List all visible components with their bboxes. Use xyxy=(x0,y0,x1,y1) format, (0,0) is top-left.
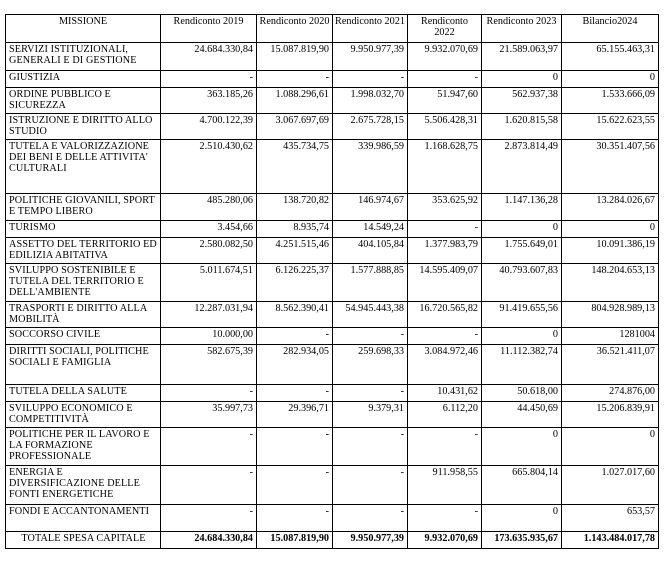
amount-cell: 0 xyxy=(482,428,562,466)
table-row xyxy=(6,140,659,194)
mission-cell: ORDINE PUBBLICO E SICUREZZA xyxy=(6,88,161,114)
amount-cell: - xyxy=(333,505,408,532)
mission-cell: SERVIZI ISTITUZIONALI, GENERALI E DI GESTIONE xyxy=(6,43,161,71)
amount-cell: 0 xyxy=(482,71,562,88)
amount-cell: 0 xyxy=(482,505,562,532)
amount-cell: - xyxy=(408,221,482,238)
amount-cell: 804.928.989,13 xyxy=(562,302,659,328)
amount-cell: - xyxy=(257,466,333,505)
mission-cell: TUTELA E VALORIZZAZIONE DEI BENI E DELLE ATTIVITA' CULTURALI xyxy=(6,140,161,194)
total-amount-cell: 15.087.819,90 xyxy=(257,532,333,549)
amount-cell: 4.700.122,39 xyxy=(161,114,257,140)
amount-cell: 50.618,00 xyxy=(482,385,562,402)
amount-cell: 665.804,14 xyxy=(482,466,562,505)
amount-cell: 35.997,73 xyxy=(161,402,257,428)
amount-cell: - xyxy=(257,428,333,466)
amount-cell: 274.876,00 xyxy=(562,385,659,402)
amount-cell: 8.935,74 xyxy=(257,221,333,238)
mission-cell: SVILUPPO SOSTENIBILE E TUTELA DEL TERRITORIO E DELL'AMBIENTE xyxy=(6,264,161,302)
amount-cell: 10.431,62 xyxy=(408,385,482,402)
amount-cell: - xyxy=(161,428,257,466)
table-row xyxy=(6,302,659,328)
amount-cell: - xyxy=(408,71,482,88)
amount-cell: - xyxy=(408,428,482,466)
amount-cell: 1.027.017,60 xyxy=(562,466,659,505)
table-row xyxy=(6,43,659,71)
amount-cell: - xyxy=(408,328,482,345)
amount-cell: 138.720,82 xyxy=(257,194,333,221)
amount-cell: 1.088.296,61 xyxy=(257,88,333,114)
amount-cell: 10.091.386,19 xyxy=(562,238,659,264)
amount-cell: 51.947,60 xyxy=(408,88,482,114)
amount-cell: 8.562.390,41 xyxy=(257,302,333,328)
amount-cell: 0 xyxy=(562,221,659,238)
mission-cell: TUTELA DELLA SALUTE xyxy=(6,385,161,402)
amount-cell: 9.932.070,69 xyxy=(408,43,482,71)
amount-cell: 6.112,20 xyxy=(408,402,482,428)
amount-cell: 1.998.032,70 xyxy=(333,88,408,114)
table-row xyxy=(6,221,659,238)
amount-cell: 16.720.565,82 xyxy=(408,302,482,328)
amount-cell: 0 xyxy=(562,428,659,466)
amount-cell: 582.675,39 xyxy=(161,345,257,385)
table-row xyxy=(6,114,659,140)
total-amount-cell: 9.950.977,39 xyxy=(333,532,408,549)
amount-cell: 5.011.674,51 xyxy=(161,264,257,302)
amount-cell: - xyxy=(333,466,408,505)
capital-expenditure-table-container xyxy=(5,14,659,549)
amount-cell: 4.251.515,46 xyxy=(257,238,333,264)
amount-cell: 9.379,31 xyxy=(333,402,408,428)
table-row xyxy=(6,328,659,345)
amount-cell: 54.945.443,38 xyxy=(333,302,408,328)
mission-cell: ASSETTO DEL TERRITORIO ED EDILIZIA ABITATIVA xyxy=(6,238,161,264)
amount-cell: 653,57 xyxy=(562,505,659,532)
table-row xyxy=(6,505,659,532)
column-header-year: Rendiconto 2023 xyxy=(482,15,562,43)
table-body xyxy=(6,43,659,549)
amount-cell: 44.450,69 xyxy=(482,402,562,428)
total-amount-cell: 173.635.935,67 xyxy=(482,532,562,549)
amount-cell: - xyxy=(257,71,333,88)
amount-cell: 0 xyxy=(482,221,562,238)
amount-cell: - xyxy=(333,328,408,345)
capital-expenditure-table xyxy=(5,14,659,549)
mission-cell: SVILUPPO ECONOMICO E COMPETITIVITÀ xyxy=(6,402,161,428)
amount-cell: 12.287.031,94 xyxy=(161,302,257,328)
amount-cell: 353.625,92 xyxy=(408,194,482,221)
amount-cell: 0 xyxy=(482,328,562,345)
total-label: TOTALE SPESA CAPITALE xyxy=(6,532,161,549)
amount-cell: 146.974,67 xyxy=(333,194,408,221)
mission-cell: ENERGIA E DIVERSIFICAZIONE DELLE FONTI ENERGETICHE xyxy=(6,466,161,505)
amount-cell: 91.419.655,56 xyxy=(482,302,562,328)
amount-cell: 435.734,75 xyxy=(257,140,333,194)
amount-cell: 3.084.972,46 xyxy=(408,345,482,385)
amount-cell: 148.204.653,13 xyxy=(562,264,659,302)
amount-cell: - xyxy=(333,385,408,402)
amount-cell: 1.147.136,28 xyxy=(482,194,562,221)
mission-cell: POLITICHE GIOVANILI, SPORT E TEMPO LIBERO xyxy=(6,194,161,221)
amount-cell: - xyxy=(161,505,257,532)
amount-cell: 2.675.728,15 xyxy=(333,114,408,140)
amount-cell: 15.206.839,91 xyxy=(562,402,659,428)
amount-cell: 2.580.082,50 xyxy=(161,238,257,264)
amount-cell: - xyxy=(333,71,408,88)
amount-cell: 562.937,38 xyxy=(482,88,562,114)
total-amount-cell: 9.932.070,69 xyxy=(408,532,482,549)
total-amount-cell: 1.143.484.017,78 xyxy=(562,532,659,549)
mission-cell: DIRITTI SOCIALI, POLITICHE SOCIALI E FAMIGLIA xyxy=(6,345,161,385)
amount-cell: 14.595.409,07 xyxy=(408,264,482,302)
amount-cell: 36.521.411,07 xyxy=(562,345,659,385)
table-row xyxy=(6,88,659,114)
amount-cell: 11.112.382,74 xyxy=(482,345,562,385)
amount-cell: 65.155.463,31 xyxy=(562,43,659,71)
amount-cell: 15.622.623,55 xyxy=(562,114,659,140)
header-row xyxy=(6,15,659,43)
table-row xyxy=(6,238,659,264)
table-row xyxy=(6,466,659,505)
column-header-year: Rendiconto 2022 xyxy=(408,15,482,43)
amount-cell: 3.454,66 xyxy=(161,221,257,238)
mission-cell: POLITICHE PER IL LAVORO E LA FORMAZIONE PROFESSIONALE xyxy=(6,428,161,466)
amount-cell: 911.958,55 xyxy=(408,466,482,505)
amount-cell: 0 xyxy=(562,71,659,88)
amount-cell: - xyxy=(257,328,333,345)
amount-cell: - xyxy=(161,71,257,88)
mission-cell: TRASPORTI E DIRITTO ALLA MOBILITÀ xyxy=(6,302,161,328)
amount-cell: 3.067.697,69 xyxy=(257,114,333,140)
amount-cell: 1.377.983,79 xyxy=(408,238,482,264)
amount-cell: 30.351.407,56 xyxy=(562,140,659,194)
table-row xyxy=(6,385,659,402)
amount-cell: 1281004 xyxy=(562,328,659,345)
table-row xyxy=(6,264,659,302)
amount-cell: 13.284.026,67 xyxy=(562,194,659,221)
amount-cell: 40.793.607,83 xyxy=(482,264,562,302)
amount-cell: - xyxy=(161,385,257,402)
amount-cell: 9.950.977,39 xyxy=(333,43,408,71)
mission-cell: FONDI E ACCANTONAMENTI xyxy=(6,505,161,532)
amount-cell: 5.506.428,31 xyxy=(408,114,482,140)
amount-cell: - xyxy=(408,505,482,532)
amount-cell: 282.934,05 xyxy=(257,345,333,385)
mission-cell: GIUSTIZIA xyxy=(6,71,161,88)
column-header-year: Rendiconto 2021 xyxy=(333,15,408,43)
amount-cell: - xyxy=(333,428,408,466)
amount-cell: - xyxy=(257,505,333,532)
amount-cell: 6.126.225,37 xyxy=(257,264,333,302)
table-row xyxy=(6,194,659,221)
amount-cell: 485.280,06 xyxy=(161,194,257,221)
amount-cell: 29.396,71 xyxy=(257,402,333,428)
amount-cell: 339.986,59 xyxy=(333,140,408,194)
amount-cell: 1.533.666,09 xyxy=(562,88,659,114)
column-header-missione: MISSIONE xyxy=(6,15,161,43)
total-row xyxy=(6,532,659,549)
mission-cell: ISTRUZIONE E DIRITTO ALLO STUDIO xyxy=(6,114,161,140)
mission-cell: TURISMO xyxy=(6,221,161,238)
amount-cell: 363.185,26 xyxy=(161,88,257,114)
amount-cell: - xyxy=(161,466,257,505)
amount-cell: 24.684.330,84 xyxy=(161,43,257,71)
column-header-year: Bilancio2024 xyxy=(562,15,659,43)
mission-cell: SOCCORSO CIVILE xyxy=(6,328,161,345)
amount-cell: 10.000,00 xyxy=(161,328,257,345)
total-amount-cell: 24.684.330,84 xyxy=(161,532,257,549)
amount-cell: - xyxy=(257,385,333,402)
table-row xyxy=(6,402,659,428)
amount-cell: 1.755.649,01 xyxy=(482,238,562,264)
amount-cell: 1.168.628,75 xyxy=(408,140,482,194)
table-row xyxy=(6,71,659,88)
amount-cell: 404.105,84 xyxy=(333,238,408,264)
amount-cell: 1.620.815,58 xyxy=(482,114,562,140)
amount-cell: 2.873.814,49 xyxy=(482,140,562,194)
amount-cell: 1.577.888,85 xyxy=(333,264,408,302)
column-header-year: Rendiconto 2019 xyxy=(161,15,257,43)
amount-cell: 2.510.430,62 xyxy=(161,140,257,194)
amount-cell: 15.087.819,90 xyxy=(257,43,333,71)
table-row xyxy=(6,345,659,385)
column-header-year: Rendiconto 2020 xyxy=(257,15,333,43)
table-row xyxy=(6,428,659,466)
amount-cell: 14.549,24 xyxy=(333,221,408,238)
amount-cell: 259.698,33 xyxy=(333,345,408,385)
amount-cell: 21.589.063,97 xyxy=(482,43,562,71)
